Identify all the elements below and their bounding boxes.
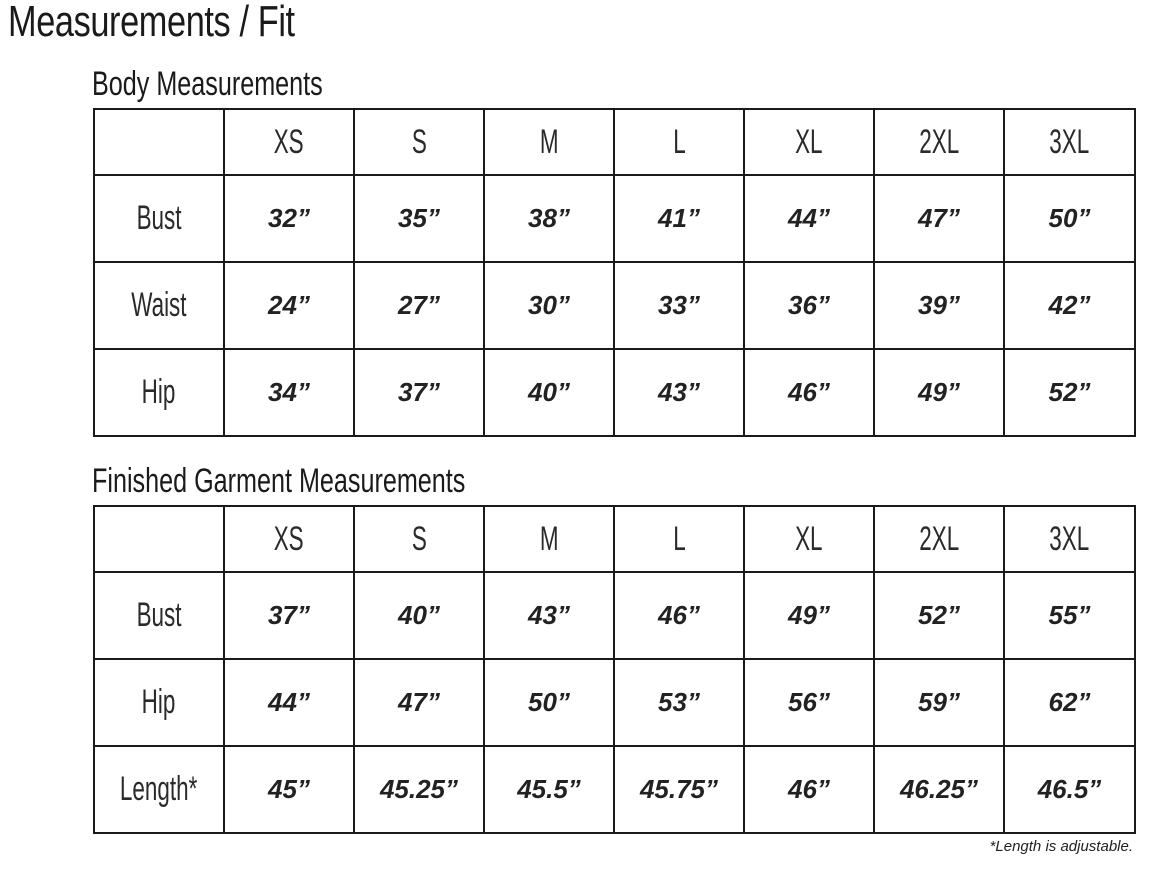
table-header-row: [94, 506, 1135, 572]
measurement-value: 30”: [484, 262, 614, 349]
measurement-value: 39”: [874, 262, 1004, 349]
corner-cell: [94, 109, 224, 175]
table-header-row: [94, 109, 1135, 175]
measurement-value: 45.75”: [614, 746, 744, 833]
size-header: 2XL: [874, 506, 1004, 572]
row-label: Waist: [94, 262, 224, 349]
body-measurements-title: Body Measurements: [92, 65, 323, 103]
measurement-value: 45”: [224, 746, 354, 833]
measurement-value: 33”: [614, 262, 744, 349]
measurement-value: 52”: [874, 572, 1004, 659]
measurement-value: 44”: [744, 175, 874, 262]
measurement-value: 55”: [1004, 572, 1135, 659]
size-header: S: [354, 109, 484, 175]
measurement-value: 46.25”: [874, 746, 1004, 833]
measurement-value: 40”: [484, 349, 614, 436]
measurement-value: 47”: [874, 175, 1004, 262]
page-title: Measurements / Fit: [8, 0, 295, 46]
size-header: M: [484, 109, 614, 175]
measurement-value: 45.5”: [484, 746, 614, 833]
measurement-value: 50”: [1004, 175, 1135, 262]
row-label: Length*: [94, 746, 224, 833]
table-row: [94, 175, 1135, 262]
size-header: 3XL: [1004, 109, 1135, 175]
table-row: [94, 262, 1135, 349]
measurement-value: 50”: [484, 659, 614, 746]
measurement-value: 62”: [1004, 659, 1135, 746]
measurement-value: 59”: [874, 659, 1004, 746]
measurement-value: 24”: [224, 262, 354, 349]
measurement-value: 49”: [874, 349, 1004, 436]
size-header: XS: [224, 109, 354, 175]
size-header: 3XL: [1004, 506, 1135, 572]
measurement-value: 42”: [1004, 262, 1135, 349]
row-label: Bust: [94, 175, 224, 262]
size-header: XL: [744, 506, 874, 572]
table-row: [94, 659, 1135, 746]
measurement-value: 35”: [354, 175, 484, 262]
measurement-value: 44”: [224, 659, 354, 746]
size-header: 2XL: [874, 109, 1004, 175]
measurement-value: 37”: [354, 349, 484, 436]
measurement-value: 53”: [614, 659, 744, 746]
measurement-value: 38”: [484, 175, 614, 262]
size-header: XL: [744, 109, 874, 175]
size-header: L: [614, 109, 744, 175]
measurement-value: 40”: [354, 572, 484, 659]
measurement-value: 34”: [224, 349, 354, 436]
garment-measurements-table: [93, 505, 1136, 834]
measurement-value: 52”: [1004, 349, 1135, 436]
corner-cell: [94, 506, 224, 572]
measurement-value: 47”: [354, 659, 484, 746]
row-label: Hip: [94, 349, 224, 436]
garment-measurements-title: Finished Garment Measurements: [92, 462, 466, 500]
measurement-value: 46”: [744, 349, 874, 436]
measurement-value: 32”: [224, 175, 354, 262]
measurement-value: 46”: [614, 572, 744, 659]
measurement-value: 43”: [484, 572, 614, 659]
measurement-value: 46”: [744, 746, 874, 833]
table-row: [94, 349, 1135, 436]
row-label: Hip: [94, 659, 224, 746]
size-header: L: [614, 506, 744, 572]
size-header: M: [484, 506, 614, 572]
measurement-value: 36”: [744, 262, 874, 349]
body-measurements-table: [93, 108, 1136, 437]
size-header: XS: [224, 506, 354, 572]
measurement-value: 41”: [614, 175, 744, 262]
row-label: Bust: [94, 572, 224, 659]
measurement-value: 45.25”: [354, 746, 484, 833]
length-footnote: *Length is adjustable.: [989, 838, 1133, 855]
measurement-value: 46.5”: [1004, 746, 1135, 833]
size-header: S: [354, 506, 484, 572]
measurement-value: 37”: [224, 572, 354, 659]
table-row: [94, 746, 1135, 833]
measurement-value: 49”: [744, 572, 874, 659]
table-row: [94, 572, 1135, 659]
measurement-value: 56”: [744, 659, 874, 746]
measurement-value: 27”: [354, 262, 484, 349]
measurement-value: 43”: [614, 349, 744, 436]
